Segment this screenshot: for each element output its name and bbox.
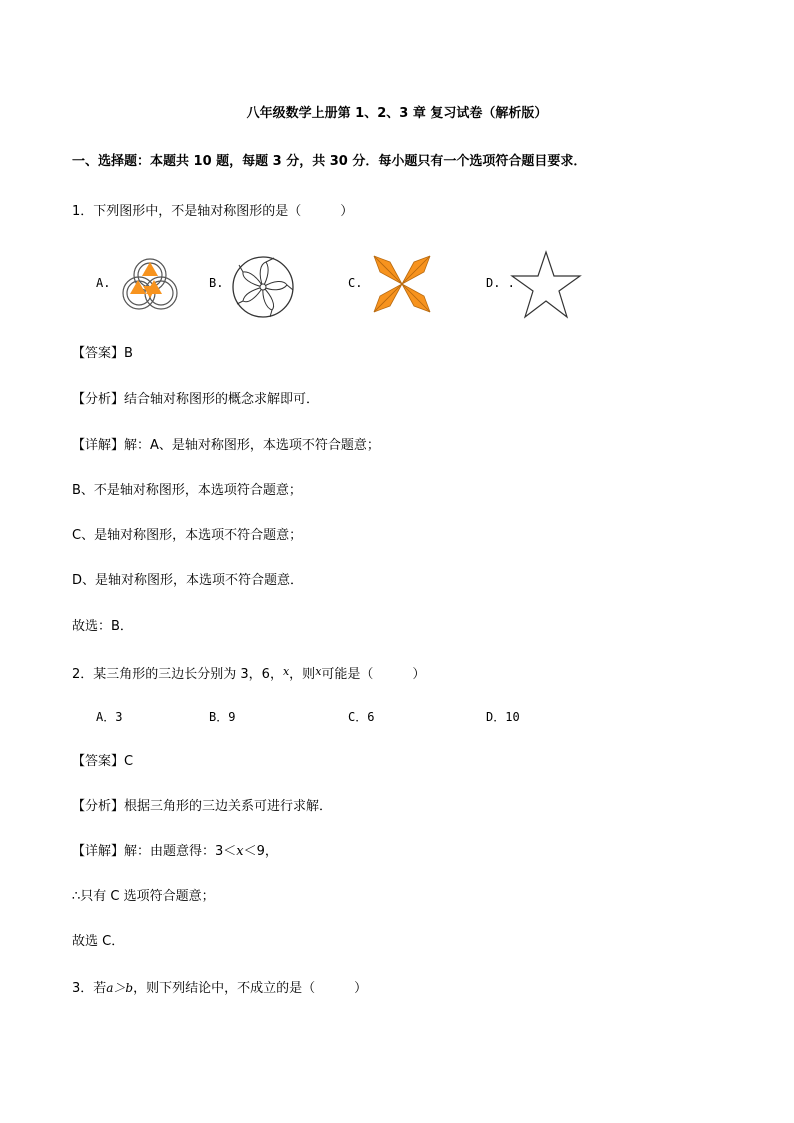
q2-stem xyxy=(72,663,425,684)
q3-stem xyxy=(72,979,367,998)
four-petal-kite-icon xyxy=(370,254,434,314)
q2-detail-suffix: ＜9， xyxy=(243,844,278,859)
q3-math: a＞b xyxy=(106,981,134,995)
q1-conclusion: 故选：B． xyxy=(72,619,133,634)
q1-option-c-label: C. xyxy=(348,276,363,290)
document-title: 八年级数学上册第 1、2、3 章 复习试卷（解析版） xyxy=(246,106,548,121)
q1-option-d-label: D. . xyxy=(486,276,515,290)
q1-option-d-figure xyxy=(510,250,582,324)
q2-var-x2: x xyxy=(315,665,322,678)
flower-circle-icon xyxy=(230,254,296,320)
q2-option-a: A．3 xyxy=(96,710,123,724)
trinity-knot-icon xyxy=(116,254,184,316)
q2-detail-var: x xyxy=(236,844,244,859)
q2-option-d: D．10 xyxy=(486,710,520,724)
q1-option-a-label: A. xyxy=(96,276,111,290)
section-heading: 一、选择题：本题共 10 题，每题 3 分，共 30 分．每小题只有一个选项符合题目要求． xyxy=(72,154,587,169)
q1-option-a-figure xyxy=(116,254,184,320)
q2-option-b: B．9 xyxy=(209,710,236,724)
q1-detail-2: B、不是轴对称图形，本选项符合题意； xyxy=(72,483,302,498)
q1-answer: 【答案】B xyxy=(72,346,133,361)
q1-detail-3: C、是轴对称图形，本选项不符合题意； xyxy=(72,528,303,543)
q2-stem-prefix: 2．某三角形的三边长分别为 3，6， xyxy=(72,667,283,682)
q3-stem-prefix: 3．若 xyxy=(72,981,107,996)
q2-stem-mid: ，则 xyxy=(289,667,316,682)
q1-option-b-label: B. xyxy=(209,276,224,290)
q2-stem-suffix: 可能是（ ） xyxy=(321,667,426,682)
q2-conclusion: 故选 C． xyxy=(72,934,125,949)
q1-analysis: 【分析】结合轴对称图形的概念求解即可． xyxy=(72,392,320,407)
q1-detail-1: 【详解】解：A、是轴对称图形，本选项不符合题意； xyxy=(72,438,380,453)
star-icon xyxy=(510,250,582,320)
q1-option-c-figure xyxy=(370,254,434,318)
q2-var-x: x xyxy=(282,665,290,678)
q2-analysis: 【分析】根据三角形的三边关系可进行求解． xyxy=(72,799,333,814)
q2-option-c: C．6 xyxy=(348,710,375,724)
q2-answer: 【答案】C xyxy=(72,754,134,769)
q2-detail-prefix: 【详解】解：由题意得：3＜ xyxy=(72,844,237,859)
q2-therefore: ∴只有 C 选项符合题意； xyxy=(72,889,215,904)
q1-stem: 1．下列图形中，不是轴对称图形的是（ ） xyxy=(72,204,354,219)
q1-option-b-figure xyxy=(230,254,296,324)
q2-detail xyxy=(72,843,278,861)
q3-stem-suffix: ，则下列结论中，不成立的是（ ） xyxy=(133,981,368,996)
q1-detail-4: D、是轴对称图形，本选项不符合题意． xyxy=(72,573,304,588)
